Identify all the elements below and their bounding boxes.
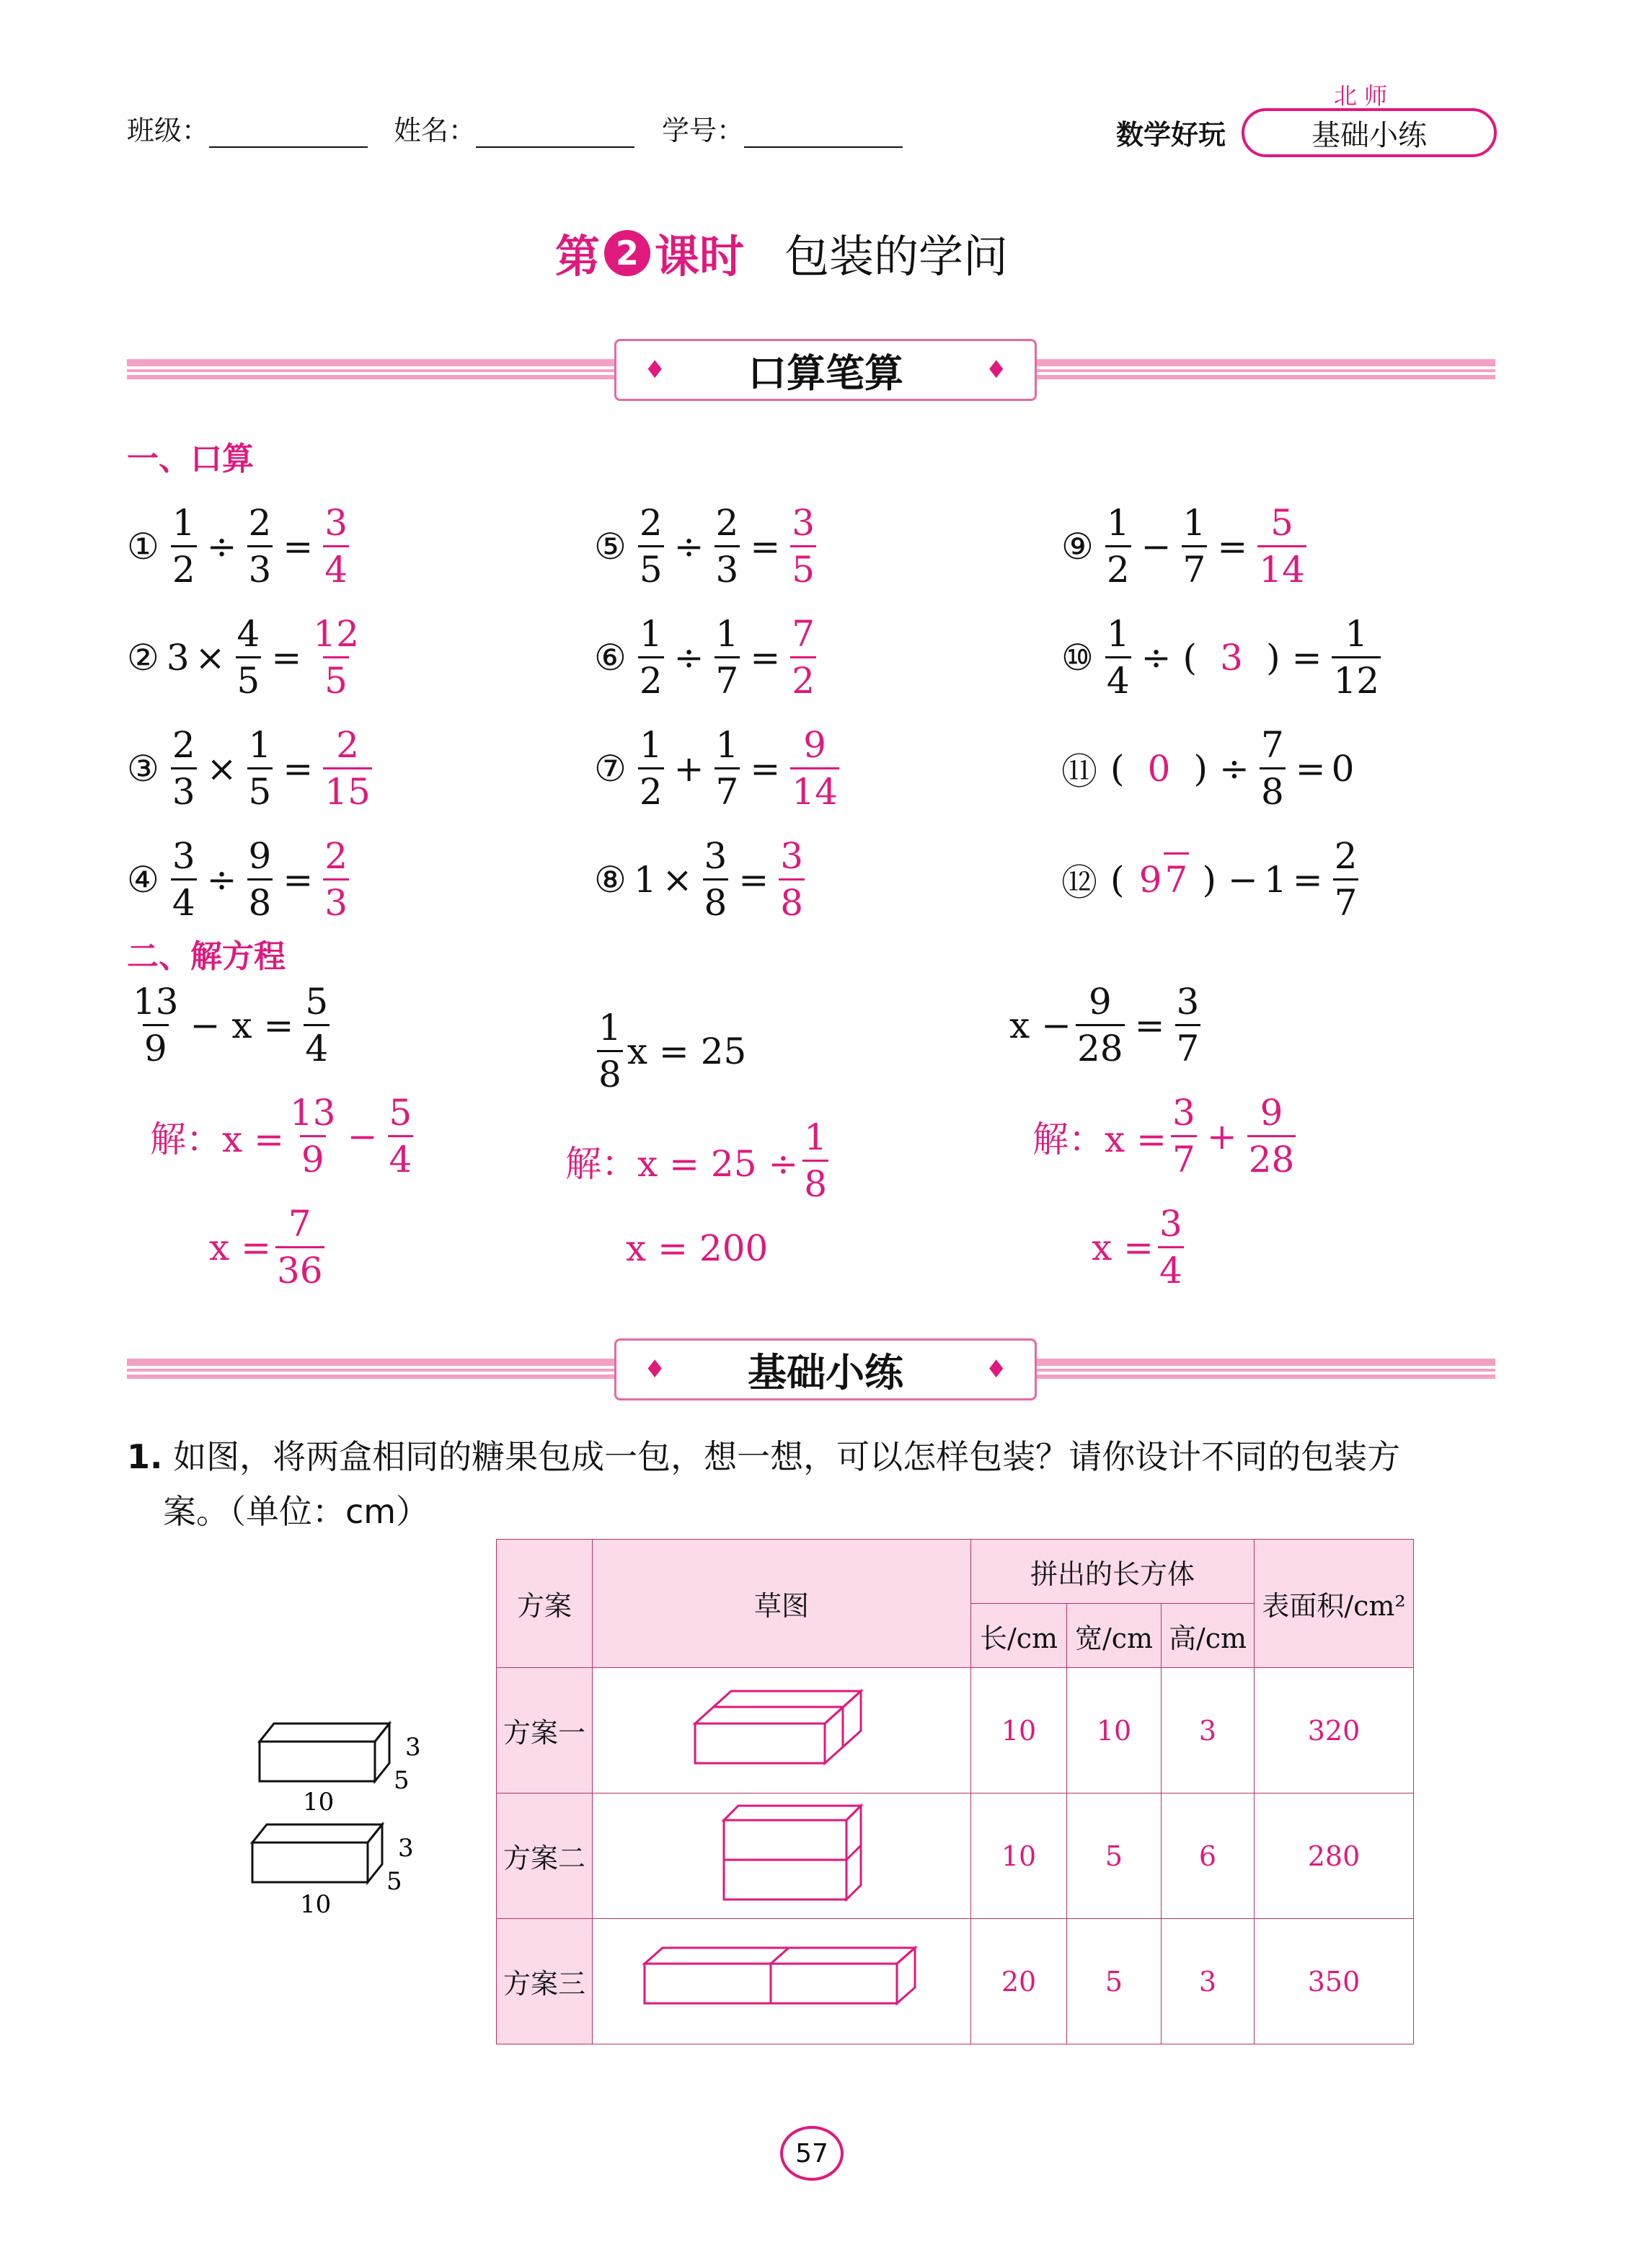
box1-height: 3 — [405, 1733, 421, 1762]
series-main: 基础小练 — [1311, 118, 1427, 152]
section-oral: 一、口算 — [127, 441, 254, 477]
box2-height: 3 — [398, 1834, 414, 1863]
item-index: ⑩ — [1061, 636, 1094, 679]
series-left: 数学好玩 — [1116, 119, 1226, 151]
th-cuboid: 拼出的长方体 — [971, 1540, 1255, 1604]
lesson-prefix: 第 — [555, 230, 601, 283]
th-sketch: 草图 — [593, 1540, 971, 1668]
cell-height: 3 — [1162, 1919, 1255, 2044]
id-label: 学号： — [662, 115, 745, 146]
fraction: $\frac{3}{4}$ — [324, 502, 348, 591]
item-index: ② — [127, 636, 159, 679]
cell-width: 10 — [1067, 1668, 1162, 1793]
fraction: $\frac{1}{2}$ — [639, 724, 663, 813]
oral-item: ⑨ $\frac{1}{2}$ − $\frac{1}{7}$ = $\frac{5}{14}$ — [1061, 502, 1305, 591]
th-height: 高/cm — [1162, 1604, 1255, 1668]
item-index: ⑫ — [1061, 861, 1097, 904]
diamond-icon: ♦ — [985, 1355, 1007, 1384]
oral-item: ④ $\frac{3}{4}$ ÷ $\frac{9}{8}$ = $\frac{2}{3}$ — [127, 835, 348, 924]
diamond-icon: ♦ — [644, 1355, 666, 1384]
lesson-name: 包装的学问 — [784, 230, 1009, 283]
cell-width: 5 — [1067, 1793, 1162, 1919]
equation-1-step1: 解：x = $\frac{13}{9}$ − $\frac{5}{4}$ — [150, 1092, 412, 1181]
fraction: $\frac{9}{14}$ — [792, 724, 838, 813]
plan-table — [496, 1539, 1414, 2044]
table-row — [497, 1793, 1414, 1919]
cell-area: 280 — [1255, 1793, 1414, 1919]
box1-width: 5 — [394, 1766, 410, 1795]
fraction: $\frac{2}{3}$ — [172, 724, 195, 813]
equation-2-step1: 解：x = 25 ÷ $\frac{1}{8}$ — [565, 1116, 828, 1205]
fraction: $\frac{7}{2}$ — [792, 613, 815, 702]
fraction: $\frac{3}{5}$ — [792, 502, 815, 591]
fraction: $\frac{3}{4}$ — [172, 835, 195, 924]
series-badge — [1242, 108, 1497, 157]
frac: $\frac{5}{4}$ — [305, 981, 329, 1069]
banner2 — [614, 1338, 1037, 1400]
fraction: $\frac{1}{2}$ — [172, 502, 195, 591]
equation-3-step1: 解：x = $\frac{3}{7}$ + $\frac{9}{28}$ — [1032, 1092, 1295, 1181]
question-number: 1. — [127, 1437, 163, 1476]
page-title — [555, 221, 1008, 285]
fraction: $\frac{2}{3}$ — [715, 502, 739, 591]
oral-item: ⑪ ( 0 ) ÷ $\frac{7}{8}$ = 0 — [1061, 724, 1355, 813]
item-index: ⑥ — [594, 636, 627, 679]
sketch-plan2-icon — [688, 1799, 875, 1907]
th-length: 长/cm — [971, 1604, 1067, 1668]
oral-item: ⑥ $\frac{1}{2}$ ÷ $\frac{1}{7}$ = $\frac{7}{2}$ — [594, 613, 815, 702]
equation-3: x − $\frac{9}{28}$ = $\frac{3}{7}$ — [1009, 981, 1200, 1069]
sketch-3 — [593, 1919, 971, 2044]
fraction: $\frac{5}{14}$ — [1259, 502, 1305, 591]
name-label: 姓名： — [394, 115, 477, 146]
th-plan: 方案 — [497, 1540, 593, 1668]
equation-1 — [127, 981, 334, 1069]
series-top: 北 师 — [1334, 82, 1388, 110]
name-blank[interactable] — [476, 122, 634, 148]
item-index: ⑧ — [594, 858, 627, 901]
class-field — [127, 108, 368, 148]
equation-2-step2: x = 200 — [626, 1227, 769, 1269]
eq-mid: − x = — [190, 1004, 294, 1046]
oral-item: ⑩ $\frac{1}{4}$ ÷ ( 3 ) = $\frac{1}{12}$ — [1061, 613, 1380, 702]
cell-height: 3 — [1162, 1668, 1255, 1793]
section-equations: 二、解方程 — [127, 938, 286, 975]
fraction: $\frac{1}{2}$ — [1106, 502, 1130, 591]
oral-item: ⑫ ( 97 ) − 1 = $\frac{2}{7}$ — [1061, 835, 1358, 924]
item-index: ⑦ — [594, 747, 627, 790]
fraction: $\frac{2}{3}$ — [248, 502, 272, 591]
name-field — [394, 108, 634, 148]
cell-width: 5 — [1067, 1919, 1162, 2044]
table-row — [497, 1668, 1414, 1793]
equation-1-step2: x = $\frac{7}{36}$ — [209, 1203, 323, 1292]
fill-blank: 97 — [1135, 862, 1193, 898]
fraction: $\frac{3}{8}$ — [704, 835, 727, 924]
id-blank[interactable] — [744, 122, 903, 148]
item-index: ① — [127, 525, 159, 568]
item-index: ⑪ — [1061, 750, 1097, 793]
item-index: ⑤ — [594, 525, 627, 568]
page-number — [780, 2126, 844, 2181]
fraction: $\frac{2}{15}$ — [324, 724, 371, 813]
fraction: $\frac{1}{2}$ — [639, 613, 663, 702]
fraction: $\frac{1}{4}$ — [1106, 613, 1130, 702]
fraction: $\frac{1}{7}$ — [715, 724, 739, 813]
question-1-line1 — [127, 1431, 1400, 1478]
oral-item: ⑦ $\frac{1}{2}$ + $\frac{1}{7}$ = $\frac{9}{14}$ — [594, 724, 838, 813]
oral-item: ⑤ $\frac{2}{5}$ ÷ $\frac{2}{3}$ = $\frac{3}{5}$ — [594, 502, 815, 591]
th-area: 表面积/cm² — [1255, 1540, 1414, 1668]
plan-name: 方案二 — [497, 1793, 593, 1919]
frac: $\frac{13}{9}$ — [133, 981, 179, 1069]
th-width: 宽/cm — [1067, 1604, 1162, 1668]
fraction: $\frac{1}{12}$ — [1333, 613, 1380, 702]
sketch-plan1-icon — [688, 1680, 875, 1774]
cell-length: 20 — [971, 1919, 1067, 2044]
plan-name: 方案三 — [497, 1919, 593, 2044]
sketch-1 — [593, 1668, 971, 1793]
cell-area: 350 — [1255, 1919, 1414, 2044]
fraction: $\frac{7}{8}$ — [1260, 724, 1284, 813]
candy-boxes-figure — [245, 1709, 440, 1925]
plan-name: 方案一 — [497, 1668, 593, 1793]
sketch-2 — [593, 1793, 971, 1919]
question-text: 如图，将两盒相同的糖果包成一包，想一想，可以怎样包装？请你设计不同的包装方 — [173, 1437, 1401, 1476]
cell-height: 6 — [1162, 1793, 1255, 1919]
box2-width: 5 — [386, 1867, 402, 1896]
item-index: ④ — [127, 858, 159, 901]
lesson-number: 2 — [604, 230, 650, 276]
class-blank[interactable] — [209, 122, 368, 148]
fill-blank: 0 — [1147, 747, 1171, 790]
diamond-icon: ♦ — [985, 356, 1007, 384]
fraction: $\frac{12}{5}$ — [313, 613, 359, 702]
fraction: $\frac{2}{7}$ — [1334, 835, 1358, 924]
lesson-suffix: 课时 — [655, 230, 745, 283]
fill-blank: 3 — [1220, 636, 1243, 679]
fraction: $\frac{3}{8}$ — [780, 835, 804, 924]
table-row — [497, 1919, 1414, 2044]
cell-length: 10 — [971, 1668, 1067, 1793]
box1-length: 10 — [303, 1788, 335, 1817]
oral-item: ② 3 × $\frac{4}{5}$ = $\frac{12}{5}$ — [127, 613, 359, 702]
banner1 — [614, 339, 1037, 401]
fraction: $\frac{1}{5}$ — [248, 724, 272, 813]
cell-length: 10 — [971, 1793, 1067, 1919]
equation-3-step2: x = $\frac{3}{4}$ — [1092, 1203, 1182, 1292]
question-1-line2: 案。（单位：cm） — [163, 1492, 430, 1531]
class-label: 班级： — [127, 115, 210, 146]
oral-item: ① $\frac{1}{2}$ ÷ $\frac{2}{3}$ = $\frac{3}{4}$ — [127, 502, 348, 591]
banner1-label: 口算笔算 — [748, 350, 903, 396]
box2-length: 10 — [300, 1890, 332, 1919]
equation-2: $\frac{1}{8}$ x = 25 — [598, 1007, 747, 1095]
fraction: $\frac{2}{5}$ — [639, 502, 663, 591]
sketch-plan3-icon — [637, 1942, 926, 2014]
page-number-text: 57 — [795, 2138, 828, 2168]
fraction: $\frac{9}{8}$ — [248, 835, 272, 924]
item-index: ③ — [127, 747, 159, 790]
oral-item: ⑧ 1 × $\frac{3}{8}$ = $\frac{3}{8}$ — [594, 835, 804, 924]
fraction: $\frac{1}{7}$ — [1182, 502, 1206, 591]
id-field — [662, 108, 903, 148]
oral-item: ③ $\frac{2}{3}$ × $\frac{1}{5}$ = $\frac{2}{15}$ — [127, 724, 371, 813]
fraction: $\frac{4}{5}$ — [236, 613, 260, 702]
fraction: $\frac{2}{3}$ — [324, 835, 348, 924]
diamond-icon: ♦ — [644, 356, 666, 384]
item-index: ⑨ — [1061, 525, 1094, 568]
cell-area: 320 — [1255, 1668, 1414, 1793]
fraction: $\frac{1}{7}$ — [715, 613, 739, 702]
banner2-label: 基础小练 — [748, 1349, 903, 1395]
